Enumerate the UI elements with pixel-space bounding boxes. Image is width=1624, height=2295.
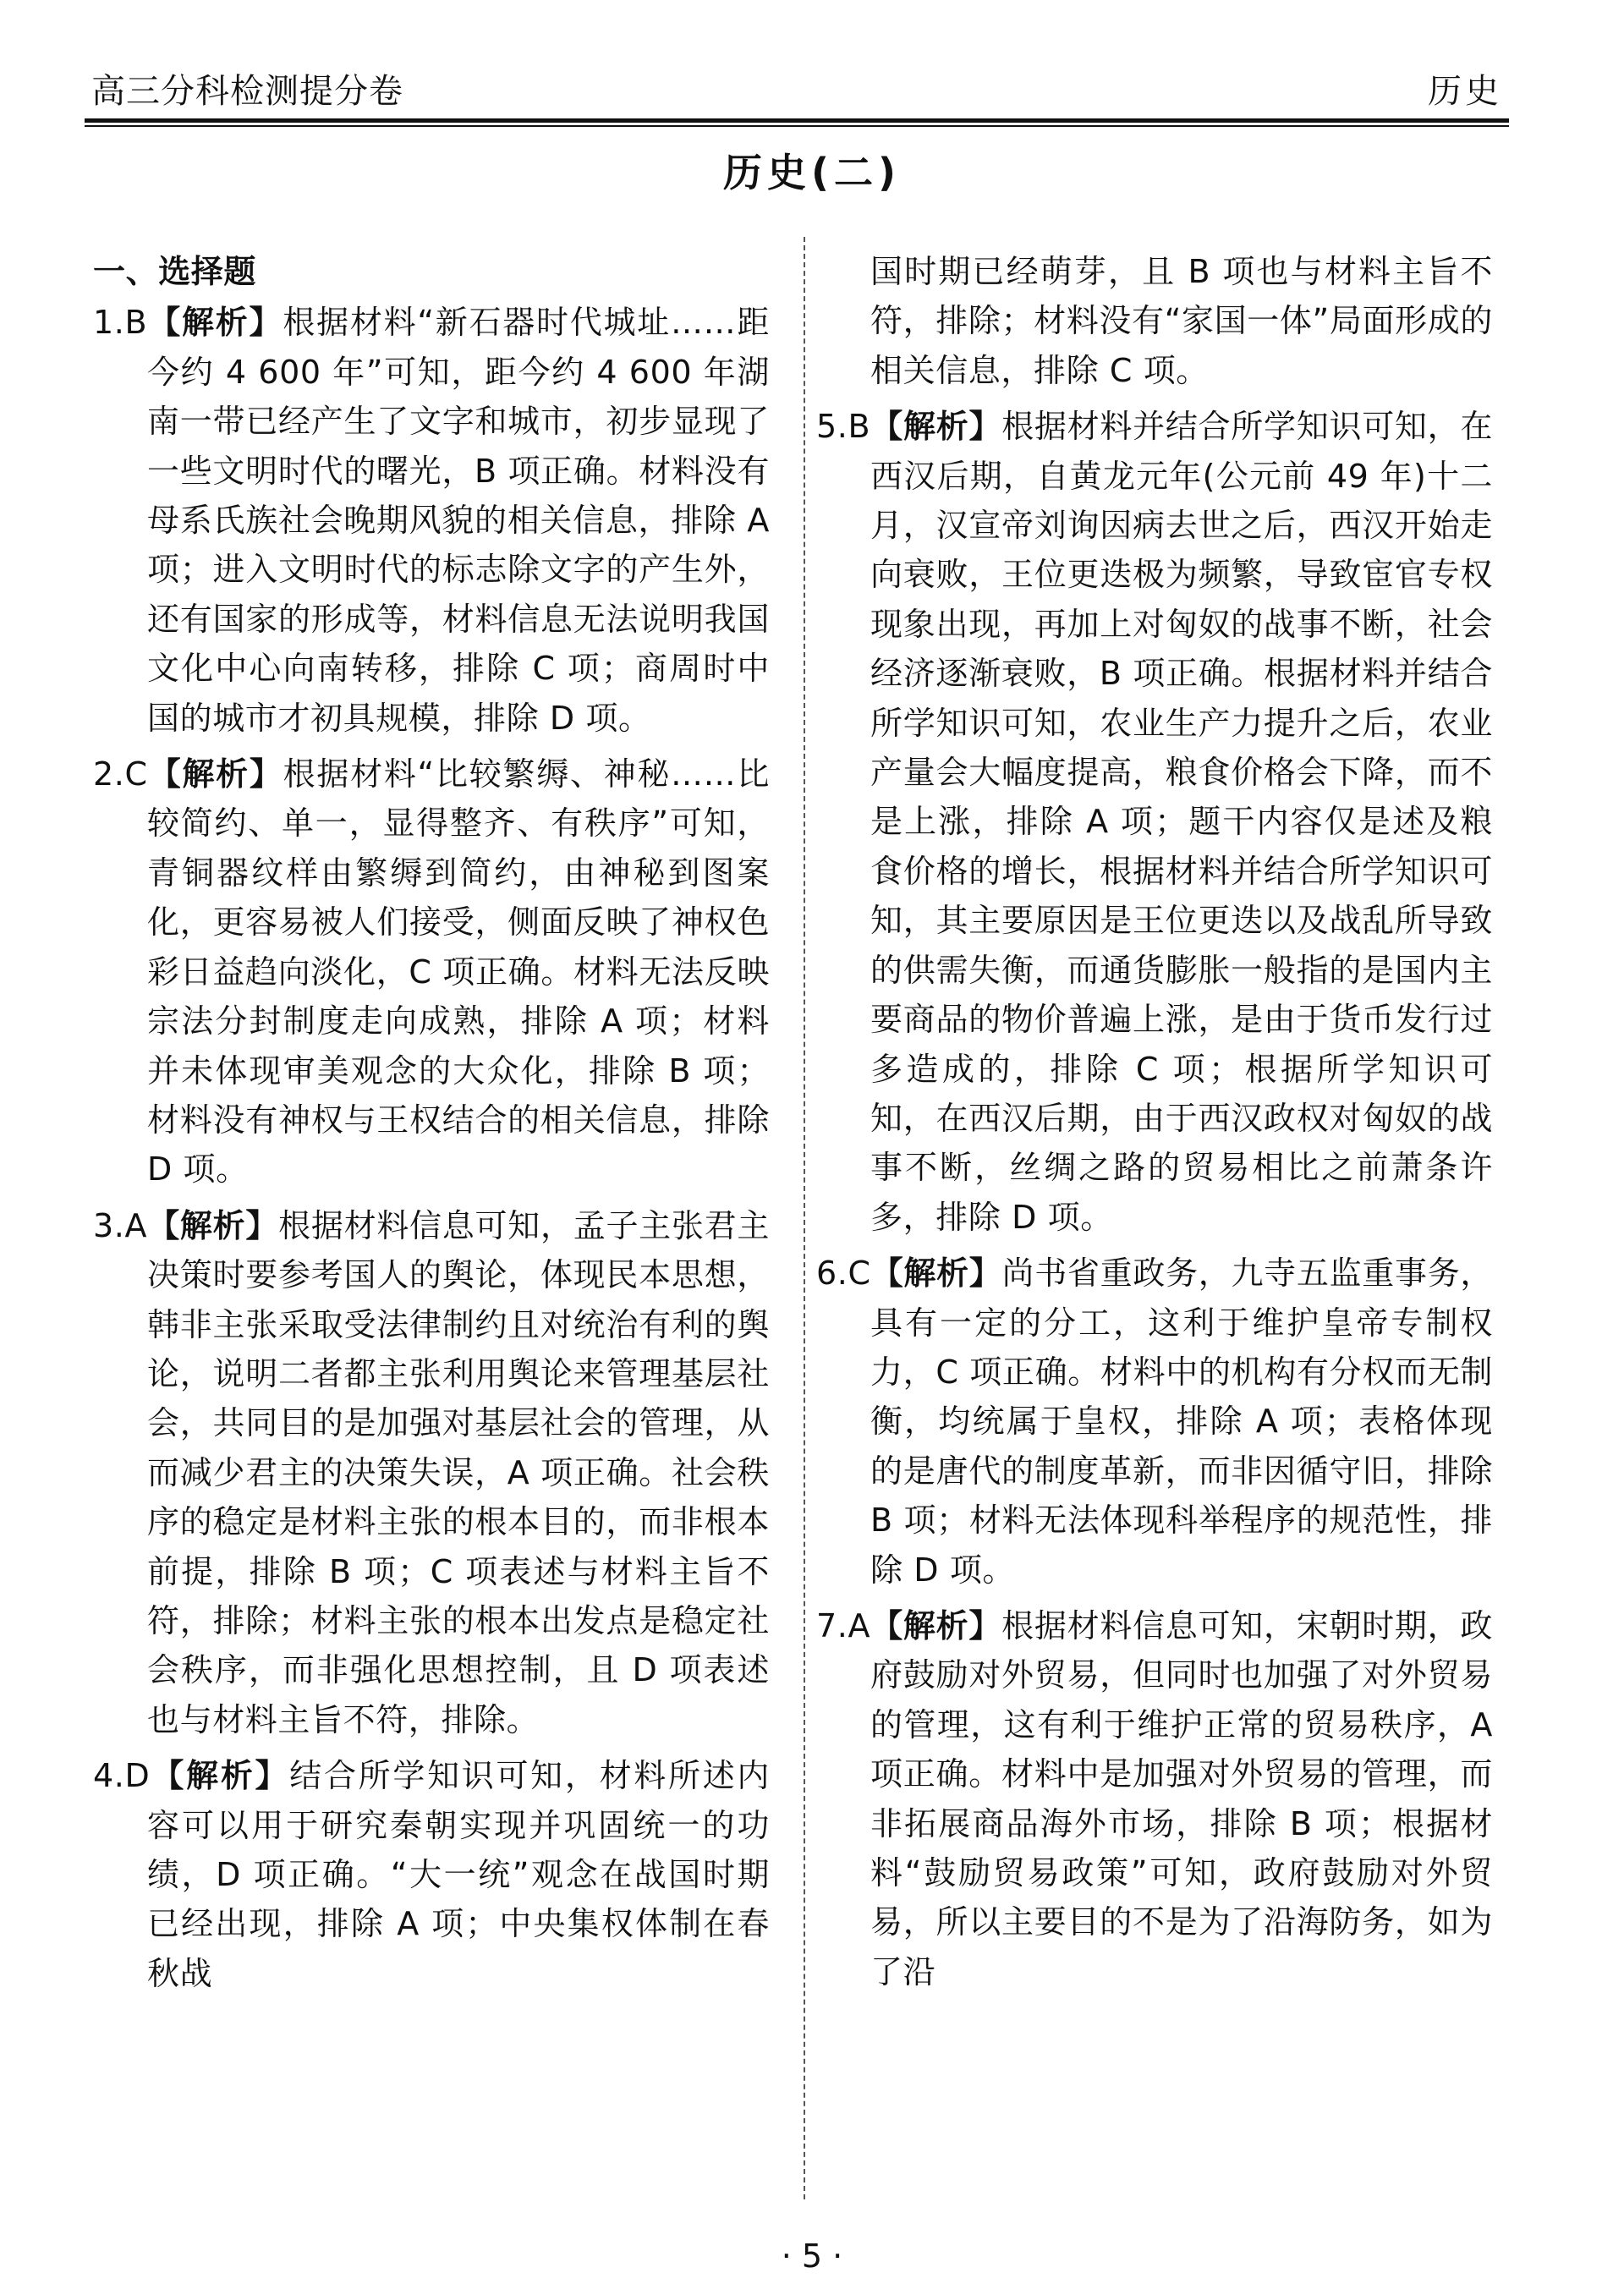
question-number: 5.B <box>816 408 871 446</box>
question-number: 1.B <box>93 304 148 342</box>
analysis-tag: 【解析】 <box>870 1606 1002 1644</box>
answer-explanation <box>816 1601 1493 1996</box>
explanation-text: 国时期已经萌芽，且 B 项也与材料主旨不符，排除；材料没有“家国一体”局面形成的相关信息，排除 C 项。 <box>870 253 1493 389</box>
question-number: 3.A <box>93 1206 148 1244</box>
question-number: 4.D <box>93 1757 151 1795</box>
question-number: 2.C <box>93 755 148 793</box>
header-rule-thin <box>85 125 1509 127</box>
explanation-text: 尚书省重政务，九寺五监重事务，具有一定的分工，这利于维护皇帝专制权力，C 项正确。材料中的机构有分权而无制衡，均统属于皇权，排除 A 项；表格体现的是唐代的制度革新，而非因循守旧，排除 B 项；材料无法体现科举程序的规范性，排除 D 项。 <box>870 1255 1493 1589</box>
analysis-tag: 【解析】 <box>147 1206 279 1244</box>
header-rule <box>85 118 1509 123</box>
question-number: 6.C <box>816 1255 871 1293</box>
page-header <box>91 61 1502 113</box>
column-divider <box>804 237 805 2199</box>
analysis-tag: 【解析】 <box>870 408 1002 446</box>
analysis-tag: 【解析】 <box>147 304 283 342</box>
answer-explanation <box>93 1751 770 1998</box>
answer-explanation <box>93 749 770 1194</box>
page-title: 历史(二) <box>722 150 902 195</box>
answer-explanation <box>816 247 1493 395</box>
analysis-tag: 【解析】 <box>147 755 283 793</box>
explanation-text: 根据材料信息可知，宋朝时期，政府鼓励对外贸易，但同时也加强了对外贸易的管理，这有利于维护正常的贸易秩序，A 项正确。材料中是加强对外贸易的管理，而非拓展商品海外市场，排除 B 项；根据材料“鼓励贸易政策”可知，政府鼓励对外贸易，所以主要目的不是为了沿海防务，如为了沿 <box>870 1606 1493 1990</box>
explanation-text: 根据材料信息可知，孟子主张君主决策时要参考国人的舆论，体现民本思想，韩非主张采取受法律制约且对统治有利的舆论，说明二者都主张利用舆论来管理基层社会，共同目的是加强对基层社会的管理，从而减少君主的决策失误，A 项正确。社会秩序的稳定是材料主张的根本目的，而非根本前提，排除 B 项；C 项表述与材料主旨不符，排除；材料主张的根本出发点是稳定社会秩序，而非强化思想控制，且 D 项表述也与材料主旨不符，排除。 <box>147 1206 770 1738</box>
left-column <box>93 247 770 2005</box>
header-series-title: 高三分科检测提分卷 <box>91 72 403 111</box>
explanation-text: 根据材料“比较繁缛、神秘……比较简约、单一，显得整齐、有秩序”可知，青铜器纹样由繁缛到简约，由神秘到图案化，更容易被人们接受，侧面反映了神权色彩日益趋向淡化，C 项正确。材料无法反映宗法分封制度走向成熟，排除 A 项；材料并未体现审美观念的大众化，排除 B 项；材料没有神权与王权结合的相关信息，排除 D 项。 <box>147 755 770 1189</box>
explanation-text: 根据材料“新石器时代城址……距今约 4 600 年”可知，距今约 4 600 年湖南一带已经产生了文字和城市，初步显现了一些文明时代的曙光，B 项正确。材料没有母系氏族社会晚期风貌的相关信息，排除 A 项；进入文明时代的标志除文字的产生外，还有国家的形成等，材料信息无法说明我国文化中心向南转移，排除 C 项；商周时中国的城市才初具规模，排除 D 项。 <box>147 304 770 737</box>
right-column <box>816 247 1493 2003</box>
answer-explanation <box>816 402 1493 1242</box>
question-number: 7.A <box>816 1606 871 1644</box>
analysis-tag: 【解析】 <box>150 1757 290 1795</box>
header-subject: 历史 <box>1428 72 1502 111</box>
analysis-tag: 【解析】 <box>870 1255 1002 1293</box>
page-number: · 5 · <box>781 2237 843 2275</box>
answer-explanation <box>816 1249 1493 1595</box>
explanation-text: 根据材料并结合所学知识可知，在西汉后期，自黄龙元年(公元前 49 年)十二月，汉宣帝刘询因病去世之后，西汉开始走向衰败，王位更迭极为频繁，导致宦官专权现象出现，再加上对匈奴的战事不断，社会经济逐渐衰败，B 项正确。根据材料并结合所学知识可知，农业生产力提升之后，农业产量会大幅度提高，粮食价格会下降，而不是上涨，排除 A 项；题干内容仅是述及粮食价格的增长，根据材料并结合所学知识可知，其主要原因是王位更迭以及战乱所导致的供需失衡，而通货膨胀一般指的是国内主要商品的物价普遍上涨，是由于货币发行过多造成的，排除 C 项；根据所学知识可知，在西汉后期，由于西汉政权对匈奴的战事不断，丝绸之路的贸易相比之前萧条许多，排除 D 项。 <box>870 408 1493 1236</box>
answer-explanation <box>93 1201 770 1744</box>
answer-explanation <box>93 298 770 743</box>
section-title: 一、选择题 <box>93 253 257 290</box>
explanation-text: 结合所学知识可知，材料所述内容可以用于研究秦朝实现并巩固统一的功绩，D 项正确。“大一统”观念在战国时期已经出现，排除 A 项；中央集权体制在春秋战 <box>147 1757 770 1992</box>
